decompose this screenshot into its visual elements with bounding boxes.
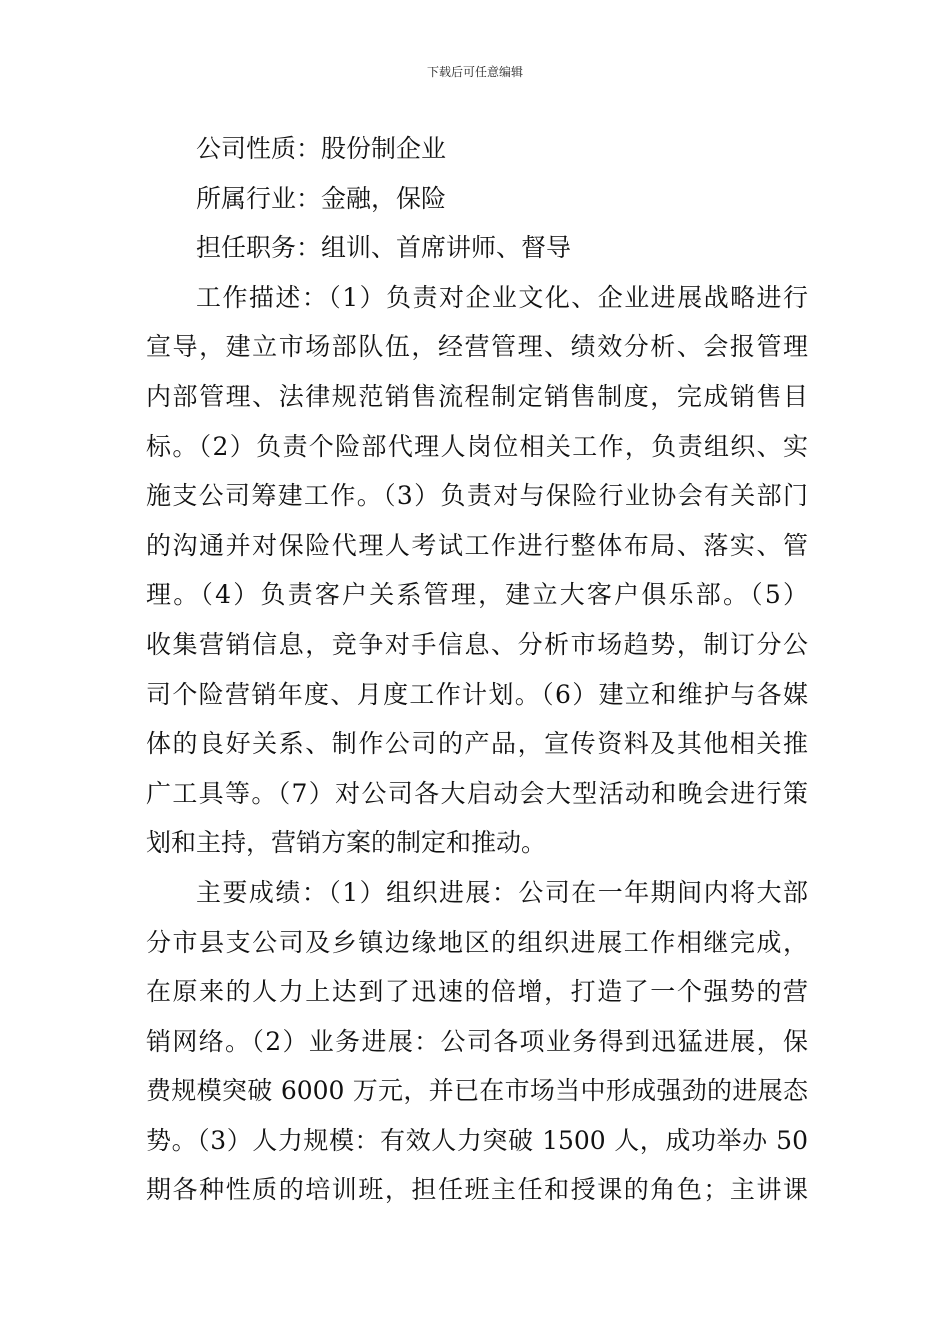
text-line: 宣导，建立市场部队伍，经营管理、绩效分析、会报管理 [146, 332, 808, 362]
text-line: 施支公司筹建工作。（3）负责对与保险行业协会有关部门 [146, 481, 808, 511]
text-line: 主要成绩：（1）组织进展：公司在一年期间内将大部 [196, 877, 808, 907]
text-line: 势。（3）人力规模：有效人力突破 1500 人，成功举办 50 [146, 1125, 808, 1155]
text-line: 所属行业：金融，保险 [196, 183, 447, 213]
text-line: 公司性质：股份制企业 [196, 134, 447, 163]
text-line: 分市县支公司及乡镇边缘地区的组织进展工作相继完成， [146, 927, 808, 957]
text-line: 工作描述：（1）负责对企业文化、企业进展战略进行 [196, 282, 808, 312]
document-body [146, 124, 808, 1215]
text-line: 费规模突破 6000 万元，并已在市场当中形成强劲的进展态 [146, 1076, 808, 1106]
text-line: 担任职务：组训、首席讲师、督导 [196, 233, 572, 263]
text-line: 划和主持，营销方案的制定和推动。 [146, 828, 547, 858]
text-line: 的沟通并对保险代理人考试工作进行整体布局、落实、管 [146, 530, 808, 560]
text-line: 广工具等。（7）对公司各大启动会大型活动和晚会进行策 [146, 778, 808, 808]
text-line: 销网络。（2）业务进展：公司各项业务得到迅猛进展，保 [146, 1026, 808, 1056]
text-line: 司个险营销年度、月度工作计划。（6）建立和维护与各媒 [146, 679, 808, 709]
text-line: 收集营销信息，竞争对手信息、分析市场趋势，制订分公 [146, 629, 808, 659]
text-line: 在原来的人力上达到了迅速的倍增，打造了一个强势的营 [146, 977, 808, 1007]
text-line: 期各种性质的培训班，担任班主任和授课的角色；主讲课 [146, 1175, 808, 1205]
page-header: 下载后可任意编辑 [426, 65, 523, 79]
text-line: 理。（4）负责客户关系管理，建立大客户俱乐部。（5） [146, 580, 808, 610]
text-line: 标。（2）负责个险部代理人岗位相关工作，负责组织、实 [146, 431, 808, 461]
text-line: 内部管理、法律规范销售流程制定销售制度，完成销售目 [146, 381, 808, 411]
text-line: 体的良好关系、制作公司的产品，宣传资料及其他相关推 [146, 729, 808, 759]
